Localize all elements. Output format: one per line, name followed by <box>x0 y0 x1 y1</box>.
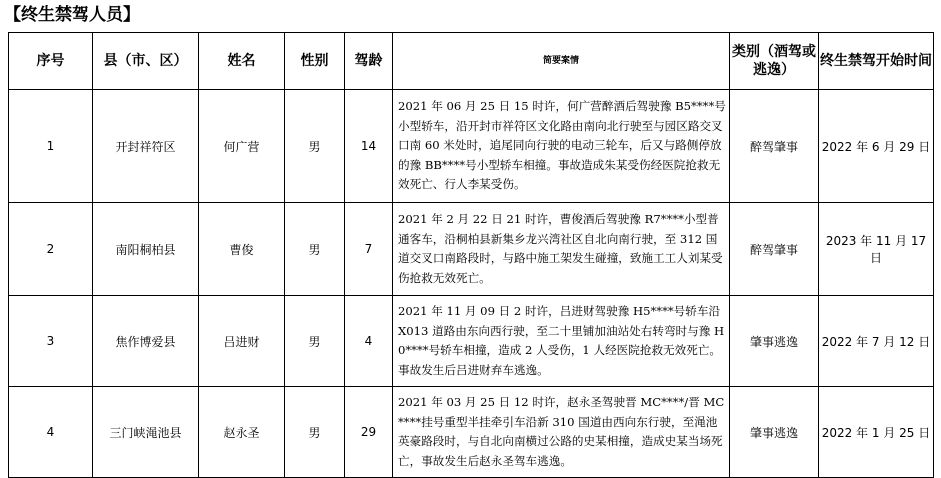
cell-county: 南阳桐柏县 <box>93 203 199 296</box>
cell-start-time: 2022 年 1 月 25 日 <box>819 387 934 478</box>
cell-county: 焦作博爱县 <box>93 296 199 387</box>
cell-category: 肇事逃逸 <box>730 296 819 387</box>
header-gender: 性别 <box>285 33 345 90</box>
page-title: 【终生禁驾人员】 <box>4 5 140 25</box>
header-row <box>9 33 934 90</box>
table-row <box>9 387 934 478</box>
cell-seq: 3 <box>9 296 93 387</box>
cell-start-time: 2023 年 11 月 17 日 <box>819 203 934 296</box>
banned-drivers-table <box>8 32 934 478</box>
cell-driving-age: 14 <box>345 90 393 203</box>
cell-gender: 男 <box>285 296 345 387</box>
cell-driving-age: 29 <box>345 387 393 478</box>
cell-start-time: 2022 年 6 月 29 日 <box>819 90 934 203</box>
header-seq: 序号 <box>9 33 93 90</box>
cell-county: 开封祥符区 <box>93 90 199 203</box>
cell-gender: 男 <box>285 387 345 478</box>
cell-summary: 2021 年 2 月 22 日 21 时许，曹俊酒后驾驶豫 R7****小型普通客车，沿桐柏县新集乡龙兴湾社区自北向南行驶，至 312 国道交叉口南路段时，与路中施工架发生碰撞，致施工工人刘某受伤抢救无效死亡。 <box>393 203 730 296</box>
cell-summary: 2021 年 03 月 25 日 12 时许，赵永圣驾驶晋 MC****/晋 MC****挂号重型半挂牵引车沿新 310 国道由西向东行驶，至渑池英豪路段时，与自北向南横过公路的史某相撞，造成史某当场死亡，事故发生后赵永圣驾车逃逸。 <box>393 387 730 478</box>
cell-name: 何广营 <box>199 90 285 203</box>
cell-seq: 2 <box>9 203 93 296</box>
cell-category: 醉驾肇事 <box>730 90 819 203</box>
cell-gender: 男 <box>285 203 345 296</box>
cell-seq: 1 <box>9 90 93 203</box>
cell-summary: 2021 年 06 月 25 日 15 时许，何广营醉酒后驾驶豫 B5****号小型轿车，沿开封市祥符区文化路由南向北行驶至与园区路交叉口南 60 米处时，追尾同向行驶的电动三轮车，后又与路侧停放的豫 BB****号小型轿车相撞。事故造成朱某受伤经医院抢救无效死亡、行人李某受伤。 <box>393 90 730 203</box>
header-category: 类别（酒驾或逃逸） <box>730 33 819 90</box>
cell-start-time: 2022 年 7 月 12 日 <box>819 296 934 387</box>
table-row <box>9 90 934 203</box>
cell-gender: 男 <box>285 90 345 203</box>
cell-driving-age: 7 <box>345 203 393 296</box>
cell-county: 三门峡渑池县 <box>93 387 199 478</box>
header-name: 姓名 <box>199 33 285 90</box>
table-row <box>9 203 934 296</box>
cell-name: 曹俊 <box>199 203 285 296</box>
cell-summary: 2021 年 11 月 09 日 2 时许，吕进财驾驶豫 H5****号轿车沿 X013 道路由东向西行驶，至二十里铺加油站处右转弯时与豫 H0****号轿车相撞，造成 2 人受伤，1 人经医院抢救无效死亡。事故发生后吕进财弃车逃逸。 <box>393 296 730 387</box>
header-county: 县（市、区） <box>93 33 199 90</box>
header-start-time: 终生禁驾开始时间 <box>819 33 934 90</box>
cell-driving-age: 4 <box>345 296 393 387</box>
cell-category: 醉驾肇事 <box>730 203 819 296</box>
table-row <box>9 296 934 387</box>
cell-seq: 4 <box>9 387 93 478</box>
cell-category: 肇事逃逸 <box>730 387 819 478</box>
cell-name: 吕进财 <box>199 296 285 387</box>
header-driving-age: 驾龄 <box>345 33 393 90</box>
cell-name: 赵永圣 <box>199 387 285 478</box>
header-summary: 简要案情 <box>393 33 730 90</box>
